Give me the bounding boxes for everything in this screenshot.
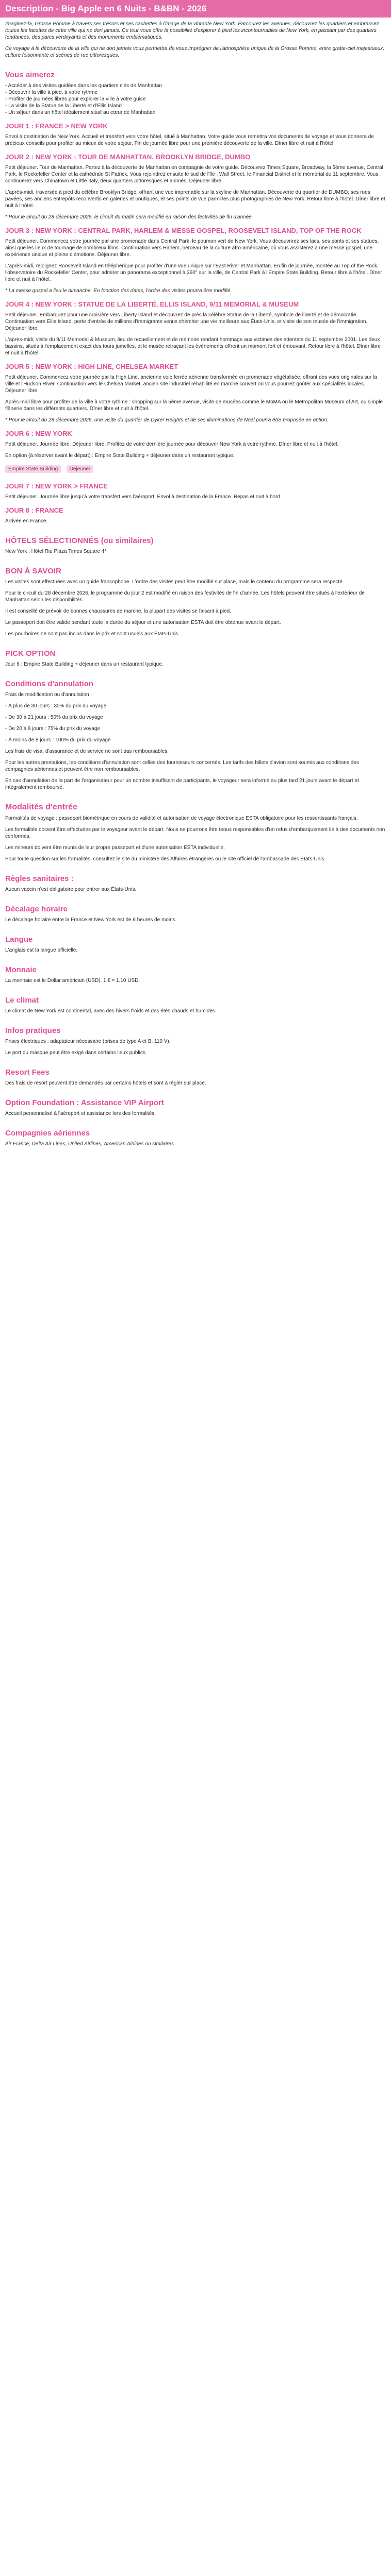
info-paragraph: Le passeport doit être valide pendant toute la durée du séjour et une autorisation ESTA doit être obtenue avant le départ. [5,620,281,625]
day-note: * Pour le circuit du 28 décembre 2026, une visite du quartier de Dyker Heights et de ses illuminations de Noël pourra être proposée en option. [5,417,329,423]
day-paragraph: L'après-midi, traversée à pied du célèbre Brooklyn Bridge, offrant une vue imprenable sur la skyline de Manhattan. Découverte du quartier de DUMBO, ses rues pavées, ses anciens entrepôts reconvertis en galeries et boutiques, et ses points de vue parmi les plus photographiés de New York. Retour libre à l'hôtel. Dîner libre et nuit à l'hôtel. [5,190,385,209]
day-paragraph: Envol à destination de New York. Accueil et transfert vers votre hôtel, situé à Manhattan. Votre guide vous remettra vos documents de voyage et vous donnera de précieux conseils pour profiter au mieux de votre séjour. Fin de journée libre pour une première découverte de la ville. Dîner libre et nuit à l'hôtel. [5,134,374,146]
day-paragraph: L'après-midi, visite du 9/11 Memorial & Museum, lieu de recueillement et de mémoire rendant hommage aux victimes des attentats du 11 septembre 2001. Les deux bassins, situés à l'emplacement exact des tours jumelles, et le musée retraçant les événements offrent un moment fort et émouvant. Retour libre à l'hôtel. Dîner libre et nuit à l'hôtel. [5,337,381,356]
option-tag[interactable]: Empire State Building [5,465,61,473]
info-paragraph: L'anglais est la langue officielle. [5,947,78,953]
info-paragraph: - De 20 à 8 jours : 75% du prix du voyage [5,726,100,732]
rules-title: Règles sanitaires : [5,874,74,883]
jetlag-title: Décalage horaire [5,905,68,913]
list-item: - La visite de la Statue de la Liberté et d'Ellis Island [5,103,122,109]
list-item: - Profiter de journées libres pour explorer la ville à votre guise [5,96,146,102]
list-item: - Accéder à des visites guidées dans les quartiers clés de Manhattan [5,83,162,89]
language-title: Langue [5,935,33,944]
option-tag[interactable]: Déjeuner [67,465,94,473]
day-paragraph: L'après-midi, rejoignez Roosevelt Island en téléphérique pour profiter d'une vue unique sur l'East River et Manhattan. En fin de journée, montée au Top of the Rock, l'observatoire du Rockefeller Center, pour admirer un panorama exceptionnel à 360° sur la ville, de Central Park à l'Empire State Building. Retour libre à l'hôtel. Dîner libre et nuit à l'hôtel. [5,263,382,282]
inclusions-list [5,82,386,116]
info-paragraph: Frais de modification ou d'annulation : [5,692,92,698]
info-paragraph: En cas d'annulation de la part de l'organisateur pour un nombre insuffisant de participants, le voyageur sera informé au plus tard 21 jours avant le départ et intégralement remboursé. [5,778,359,790]
day-title: JOUR 4 : NEW YORK : STATUE DE LA LIBERTÉ, ELLIS ISLAND, 9/11 MEMORIAL & MUSEUM [5,300,299,308]
day-paragraph: Après-midi libre pour profiter de la ville à votre rythme : shopping sur la 5ème avenue, visite de musées comme le MoMA ou le Metropolitan Museum of Art, ou simple flânerie dans les différents quartiers. Dîner libre et nuit à l'hôtel. [5,399,383,412]
day-note: * Pour le circuit du 28 décembre 2026, le circuit du matin sera modifié en raison des festivités de fin d'année. [5,214,253,220]
info-paragraph: Des frais de resort peuvent être demandés par certains hôtels et sont à régler sur place. [5,1080,206,1086]
inclusions-title: Vous aimerez [5,71,55,79]
info-paragraph: Il est conseillé de prévoir de bonnes chaussures de marche, la plupart des visites se faisant à pied. [5,608,232,614]
page-title: Description - Big Apple en 6 Nuits - B&BN - 2026 [0,0,391,18]
info-paragraph: Jour 6 : Empire State Building + déjeuner dans un restaurant typique. [5,662,164,667]
info-paragraph: Le climat de New York est continental, avec des hivers froids et des étés chauds et humides. [5,1008,217,1014]
day-title: JOUR 2 : NEW YORK : TOUR DE MANHATTAN, BROOKLYN BRIDGE, DUMBO [5,153,251,161]
conditions-title: Conditions d'annulation [5,680,94,688]
good-to-know-title: BON À SAVOIR [5,567,61,575]
entry-title: Modalités d'entrée [5,803,77,811]
info-paragraph: La monnaie est le Dollar américain (USD). 1 € ≈ 1,10 USD. [5,978,140,984]
day-paragraph: Arrivée en France. [5,518,48,524]
day-paragraph: Petit déjeuner. Tour de Manhattan. Partez à la découverte de Manhattan en compagnie de votre guide. Découvrez Times Square, Broadway, la 5ème avenue, Central Park, le Rockefeller Center et la cathédrale St Patrick. Vous rejoindrez ensuite le sud de l'île : Wall Street, le Financial District et le mémorial du 11 septembre. Vous continuerez vers Chinatown et Little Italy, deux quartiers pittoresques et animés. Déjeuner libre. [5,165,383,184]
info-paragraph: Pour les autres prestations, les conditions d'annulation sont celles des fournisseurs concernés. Les tarifs des billets d'avion sont soumis aux conditions des compagnies aériennes et peuvent être non remboursables. [5,760,359,772]
itinerary [0,122,391,524]
info-paragraph: Les frais de visa, d'assurance et de service ne sont pas remboursables. [5,749,169,754]
airlines-title: Compagnies aériennes [5,1129,90,1138]
day-title: JOUR 8 : FRANCE [5,506,63,514]
day-title: JOUR 5 : NEW YORK : HIGH LINE, CHELSEA MARKET [5,363,178,370]
day-title: JOUR 1 : FRANCE > NEW YORK [5,122,108,130]
info-paragraph: Accueil personnalisé à l'aéroport et assistance lors des formalités. [5,1111,156,1116]
info-paragraph: - À plus de 30 jours : 30% du prix du voyage [5,703,107,709]
info-paragraph: Les mineurs doivent être munis de leur propre passeport et d'une autorisation ESTA individuelle. [5,845,225,851]
day-title: JOUR 3 : NEW YORK : CENTRAL PARK, HARLEM & MESSE GOSPEL, ROOSEVELT ISLAND, TOP OF THE ROCK [5,227,362,234]
day-paragraph: Petit déjeuner. Commencez votre journée par la High Line, ancienne voie ferrée aérienne transformée en promenade végétalisée, offrant des vues originales sur la ville et l'Hudson River. Continuation vers le Chelsea Market, ancien site industriel réhabilité en marché couvert où vous pourrez goûter aux spécialités locales. Déjeuner libre. [5,375,377,394]
intro-paragraph: Imaginez-la, Grosse Pomme à travers ses trésors et ses cachettes à l'image de la vibrante New York. Parcourez les avenues, découvrez les quartiers et embrassez toutes les facettes de cette ville qui ne dort jamais. Ce tour vous offre la possibilité d'explorer à pied les incontournables de New York, en passant par des quartiers tendances, des parcs verdoyants et des monuments emblématiques. [5,21,379,40]
description-page [0,0,391,1161]
hotels-title: HÔTELS SÉLECTIONNÉS (ou similaires) [5,536,154,545]
hotel-item: New York : Hôtel Riu Plaza Times Square 4* [5,549,107,554]
info-paragraph: Air France, Delta Air Lines, United Airlines, American Airlines ou similaires. [5,1141,175,1147]
info-paragraph: Les visites sont effectuées avec un guide francophone. L'ordre des visites peut être modifié sur place, mais le contenu du programme sera respecté. [5,579,344,585]
info-paragraph: - À moins de 8 jours : 100% du prix du voyage [5,737,111,743]
climate-title: Le climat [5,996,39,1005]
info-paragraph: - De 30 à 21 jours : 50% du prix du voyage [5,715,103,720]
info-paragraph: Pour le circuit du 28 décembre 2026, le programme du jour 2 est modifié en raison des festivités de fin d'année. Les hôtels peuvent être situés à l'extérieur de Manhattan selon les disponibilités. [5,590,365,603]
day-paragraph: Petit déjeuner. Journée libre. Déjeuner libre. Profitez de votre dernière journée pour découvrir New York à votre rythme. Dîner libre et nuit à l'hôtel. [5,442,339,447]
day-title: JOUR 6 : NEW YORK [5,430,72,437]
list-item: - Découvrir la ville à pied, à votre rythme [5,90,97,95]
info-paragraph: Les formalités doivent être effectuées par le voyageur avant le départ. Nous ne pourrons être tenus responsables d'un refus d'embarquement lié à des documents non conformes. [5,827,385,839]
info-paragraph: Le décalage horaire entre la France et New York est de 6 heures de moins. [5,917,177,923]
intro [0,18,391,59]
day-paragraph: Petit déjeuner. Embarquez pour une croisière vers Liberty Island et découvrez de près la célèbre Statue de la Liberté, symbole de liberté et de démocratie. Continuation vers Ellis Island, porte d'entrée de millions d'immigrants venus chercher une vie meilleure aux États-Unis, et visite de son musée de l'immigration. Déjeuner libre. [5,312,368,331]
day-note: * La messe gospel a lieu le dimanche. En fonction des dates, l'ordre des visites pourra être modifié. [5,288,232,294]
info-paragraph: Les pourboires ne sont pas inclus dans le prix et sont usuels aux États-Unis. [5,631,180,637]
info-paragraph: Le port du masque peut être exigé dans certains lieux publics. [5,1050,147,1056]
option-tags [5,464,386,476]
intro-paragraph: Ce voyage à la découverte de la ville qui ne dort jamais vous permettra de vous imprégner de l'atmosphère unique de la Grosse Pomme, entre gratte-ciel majestueux, culture foisonnante et scènes de rue pittoresques. [5,46,385,58]
info-paragraph: Pour toute question sur les formalités, consultez le site du ministère des Affaires étrangères ou le site officiel de l'ambassade des États-Unis. [5,856,326,862]
currency-title: Monnaie [5,965,37,974]
info-paragraph: Aucun vaccin n'est obligatoire pour entrer aux États-Unis. [5,887,137,892]
pick-option-title: PICK OPTION [5,649,56,658]
info-paragraph: Formalités de voyage : passeport biométrique en cours de validité et autorisation de voyage électronique ESTA obligatoire pour les ressortissants français. [5,816,358,821]
day-paragraph: En option (à réserver avant le départ) : Empire State Building + déjeuner dans un restaurant typique. [5,453,235,459]
options-title: Option Foundation : Assistance VIP Airport [5,1098,164,1107]
list-item: - Un séjour dans un hôtel idéalement situé au cœur de Manhattan [5,110,156,115]
resort-fees-title: Resort Fees [5,1068,50,1077]
bottom-spacer [0,1152,391,1161]
day-title: JOUR 7 : NEW YORK > FRANCE [5,482,108,490]
info-paragraph: Prises électriques : adaptateur nécessaire (prises de type A et B, 110 V). [5,1039,171,1044]
day-paragraph: Petit déjeuner. Commencez votre journée par une promenade dans Central Park, le poumon vert de New York. Vous découvrirez ses lacs, ses ponts et ses statues, ainsi que les lieux de tournage de nombreux films. Continuation vers Harlem, berceau de la culture afro-américaine, où vous assisterez à une messe gospel, une expérience unique et pleine d'émotions. Déjeuner libre. [5,239,379,258]
practical-title: Infos pratiques [5,1026,61,1035]
day-paragraph: Petit déjeuner. Journée libre jusqu'à votre transfert vers l'aéroport. Envol à destination de la France. Repas et nuit à bord. [5,494,282,500]
